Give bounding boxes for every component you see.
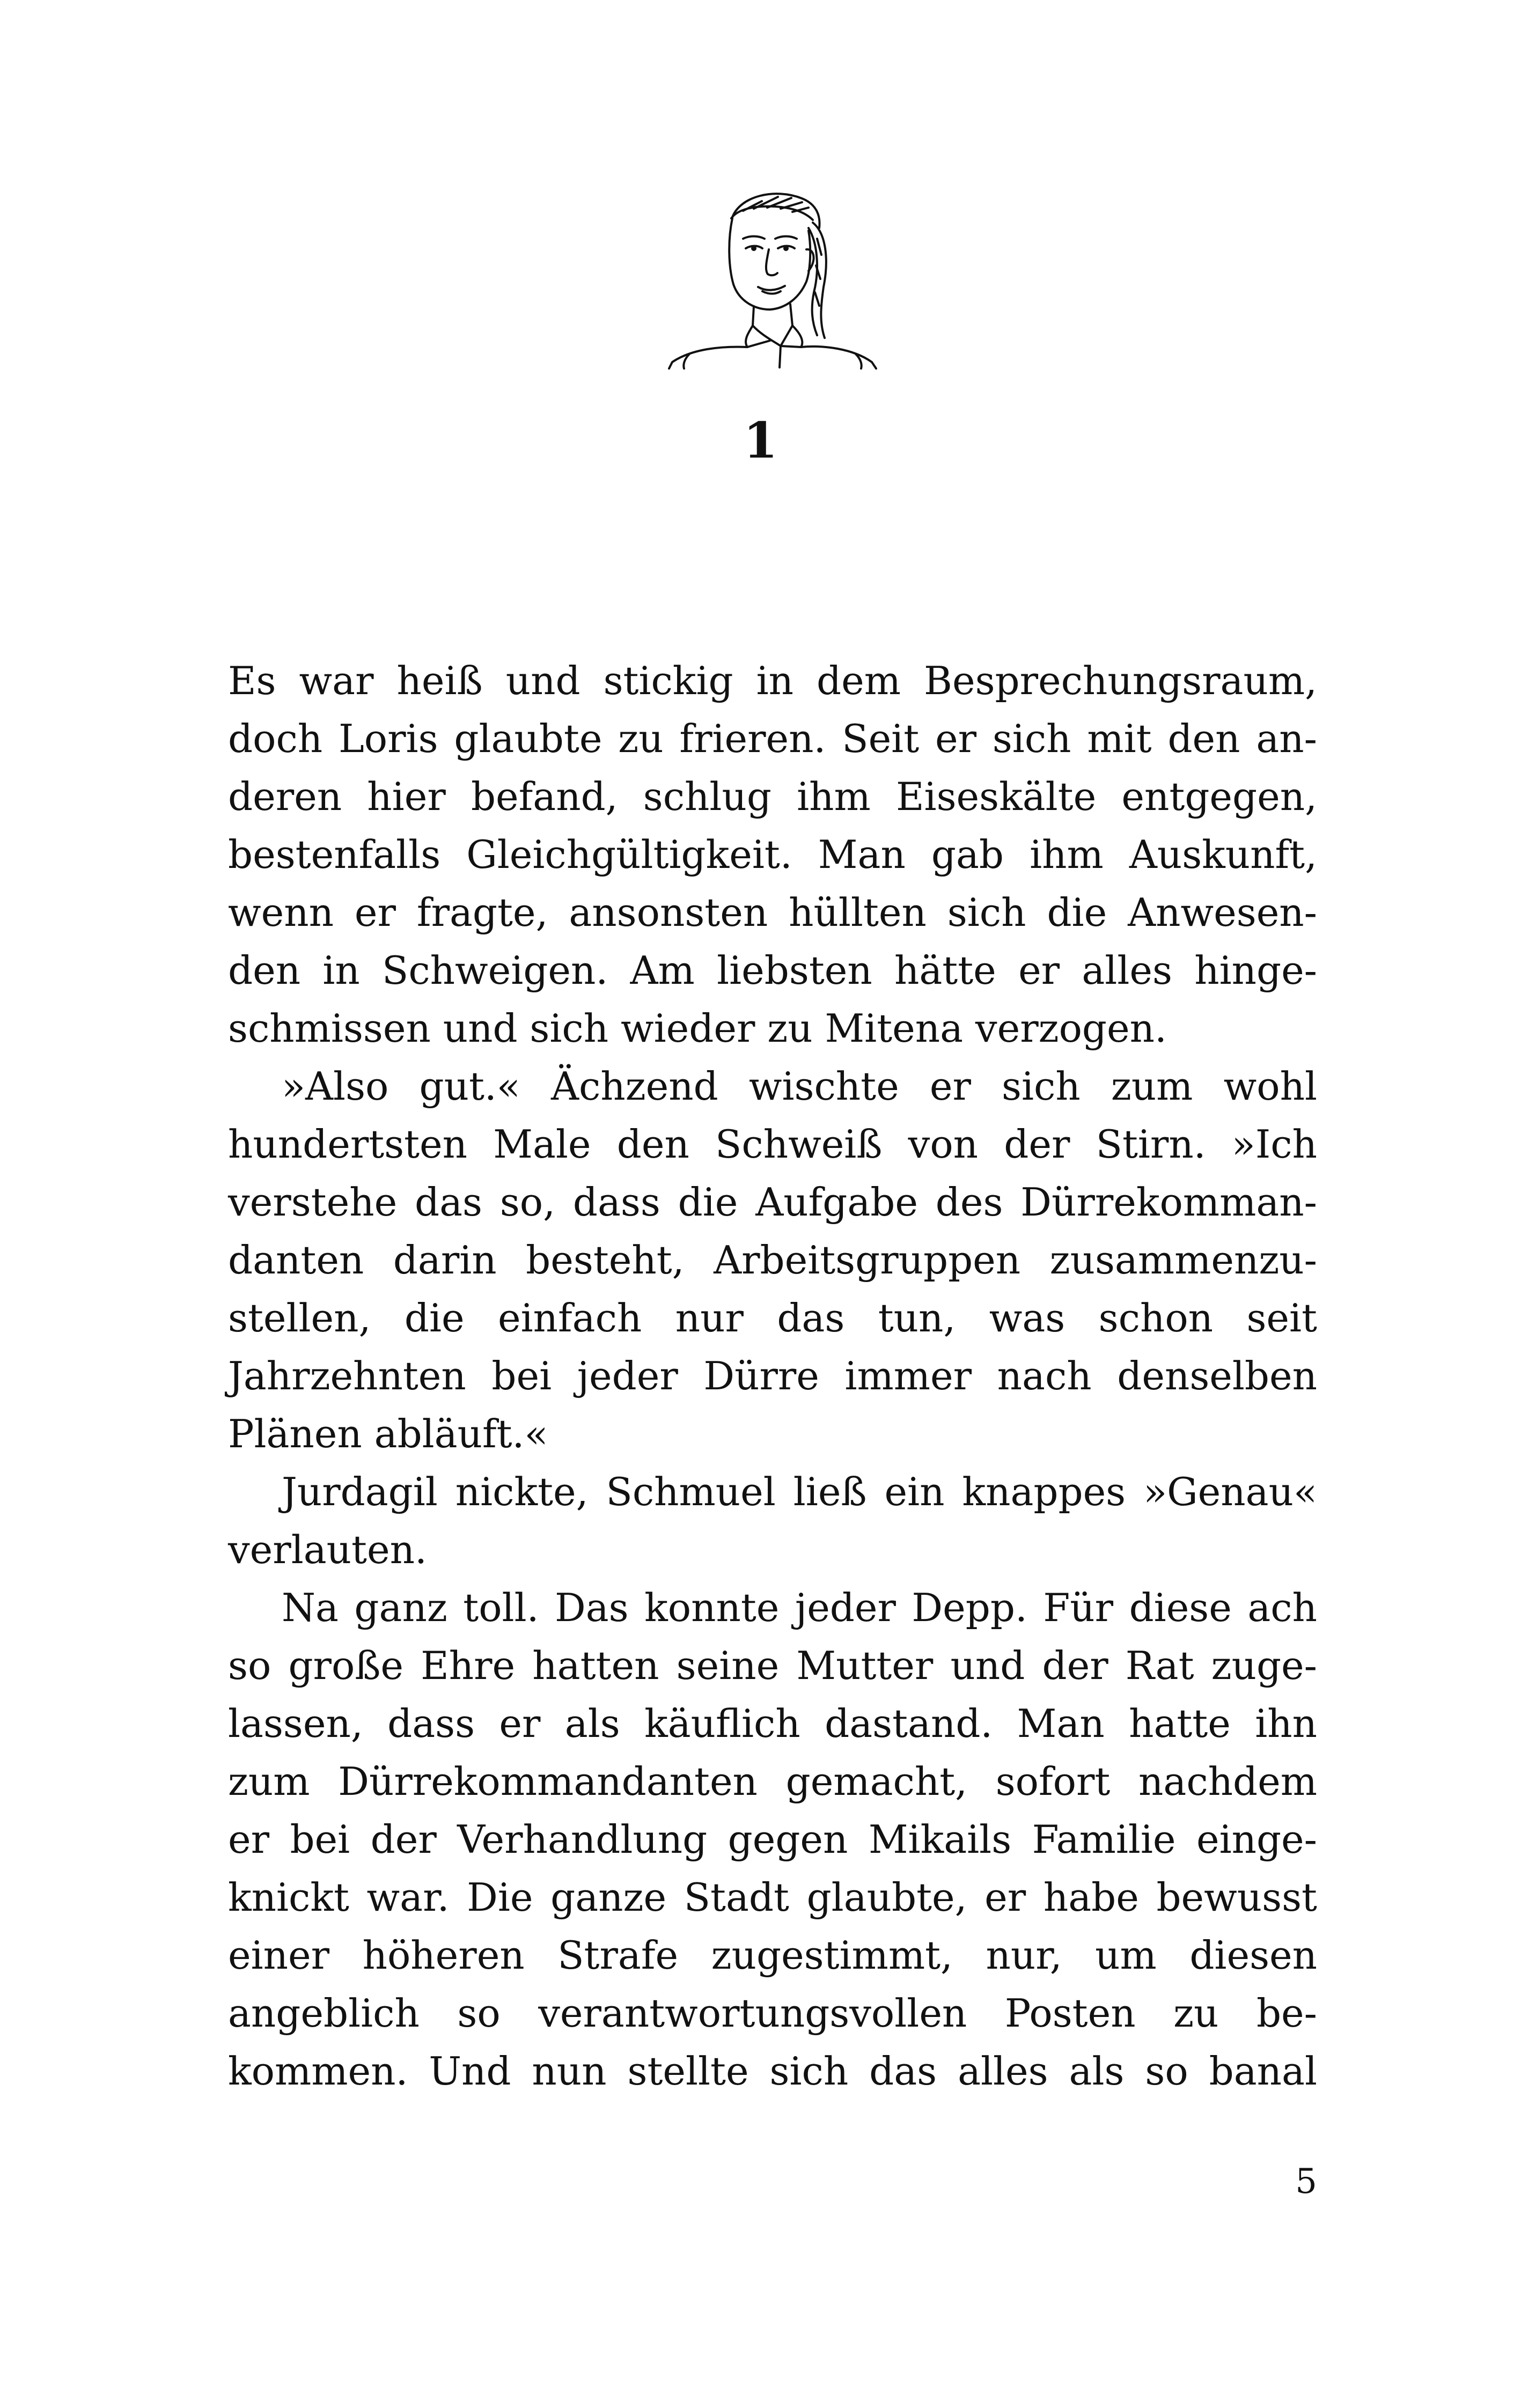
text-line: er bei der Verhandlung gegen Mikails Familie einge-	[228, 1817, 1317, 1862]
text-line: hundertsten Male den Schweiß von der Stirn. »Ich	[228, 1122, 1317, 1167]
text-line: stellen, die einfach nur das tun, was schon seit	[228, 1295, 1317, 1341]
text-line: wenn er fragte, ansonsten hüllten sich die Anwesen-	[228, 890, 1317, 935]
portrait-sketch-icon	[668, 185, 877, 370]
text-line: kommen. Und nun stellte sich das alles als so banal	[228, 2049, 1317, 2094]
text-line: Na ganz toll. Das konnte jeder Depp. Für diese ach	[282, 1585, 1317, 1630]
text-line: danten darin besteht, Arbeitsgruppen zusammenzu-	[228, 1238, 1317, 1283]
text-line: verstehe das so, dass die Aufgabe des Dürrekomman-	[228, 1180, 1317, 1225]
text-line: einer höheren Strafe zugestimmt, nur, um diesen	[228, 1933, 1317, 1978]
text-line: deren hier befand, schlug ihm Eiseskälte entgegen,	[228, 774, 1317, 819]
text-line: angeblich so verantwortungsvollen Posten zu be-	[228, 1991, 1317, 2036]
text-line: den in Schweigen. Am liebsten hätte er alles hinge-	[228, 948, 1317, 993]
text-line: verlauten.	[228, 1527, 427, 1572]
chapter-number: 1	[743, 411, 778, 469]
text-line: bestenfalls Gleichgültigkeit. Man gab ihm Auskunft,	[228, 832, 1317, 877]
body-text	[228, 652, 1317, 2100]
text-line: Plänen abläuft.«	[228, 1411, 548, 1456]
text-line: Jurdagil nickte, Schmuel ließ ein knappes »Genau«	[282, 1469, 1317, 1514]
text-line: Es war heiß und stickig in dem Besprechungsraum,	[228, 658, 1317, 703]
text-line: knickt war. Die ganze Stadt glaubte, er habe bewusst	[228, 1875, 1317, 1920]
text-line: »Also gut.« Ächzend wischte er sich zum wohl	[282, 1064, 1317, 1109]
text-line: zum Dürrekommandanten gemacht, sofort nachdem	[228, 1759, 1317, 1804]
page-number: 5	[1295, 2162, 1317, 2201]
text-line: doch Loris glaubte zu frieren. Seit er sich mit den an-	[228, 716, 1317, 761]
text-line: schmissen und sich wieder zu Mitena verzogen.	[228, 1006, 1167, 1051]
text-line: Jahrzehnten bei jeder Dürre immer nach denselben	[228, 1353, 1317, 1398]
text-line: so große Ehre hatten seine Mutter und der Rat zuge-	[228, 1643, 1317, 1688]
text-line: lassen, dass er als käuflich dastand. Man hatte ihn	[228, 1701, 1317, 1746]
